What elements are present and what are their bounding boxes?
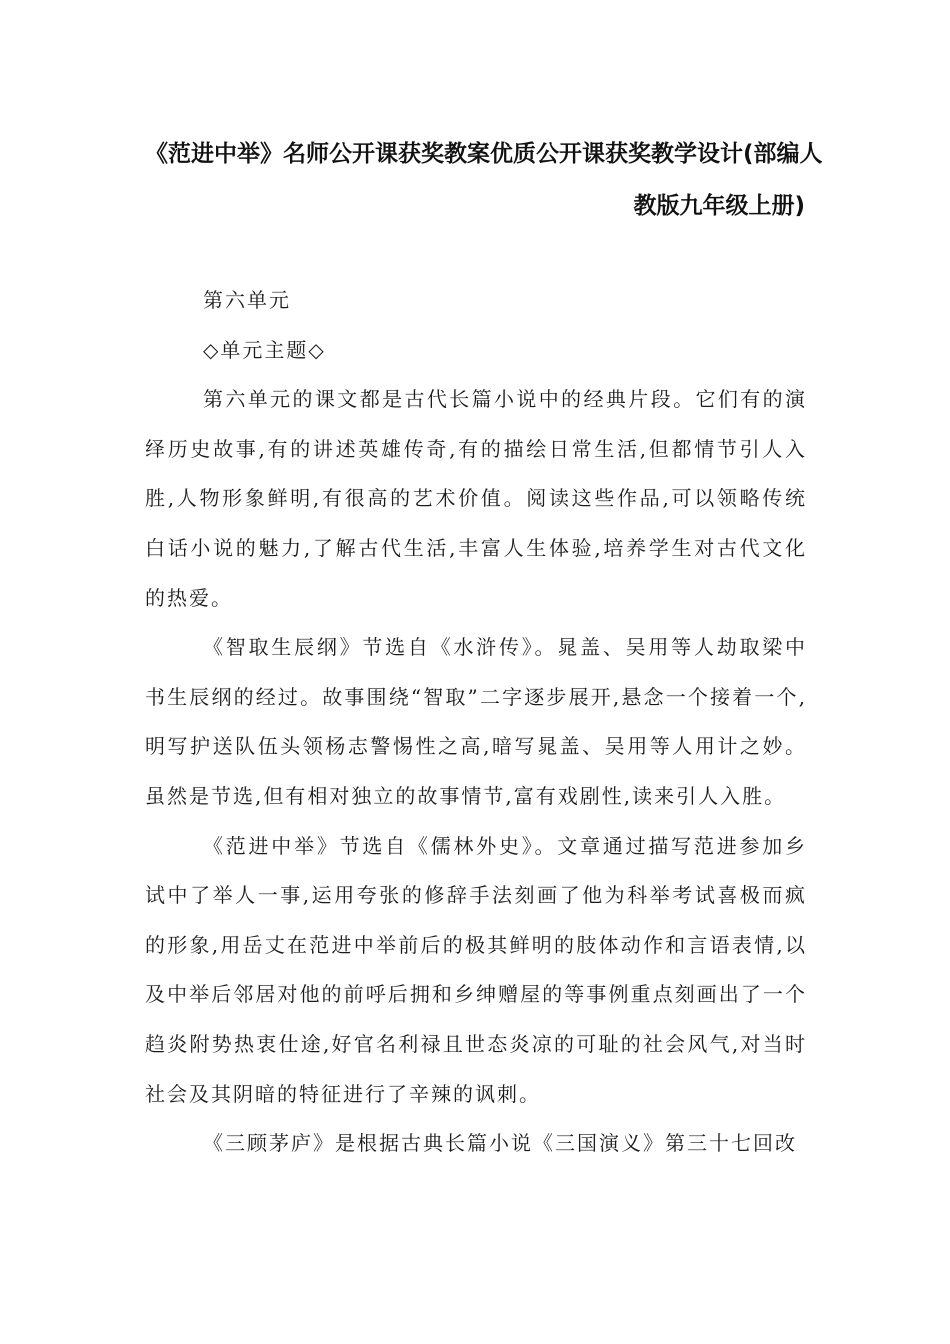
document-title bbox=[145, 128, 823, 232]
unit-heading: 第六单元 bbox=[203, 288, 291, 312]
title-line-2: 教版九年级上册) bbox=[633, 193, 805, 219]
document-body bbox=[145, 276, 807, 1169]
paragraph-fanjin-zhongju: 《范进中举》节选自《儒林外史》。文章通过描写范进参加乡试中了举人一事,运用夸张的修辞手法刻画了他为科举考试喜极而疯的形象,用岳丈在范进中举前后的极其鲜明的肢体动作和言语表情,以及中举后邻居对他的前呼后拥和乡绅赠屋的等事例重点刻画出了一个趋炎附势热衷仕途,好官名利禄且世态炎凉的可耻的社会风气,对当时社会及其阴暗的特征进行了辛辣的讽刺。 bbox=[145, 833, 807, 1106]
paragraph-unit-intro: 第六单元的课文都是古代长篇小说中的经典片段。它们有的演绎历史故事,有的讲述英雄传奇,有的描绘日常生活,但都情节引人入胜,人物形象鲜明,有很高的艺术价值。阅读这些作品,可以领略传统白话小说的魅力,了解古代生活,丰富人生体验,培养学生对古代文化的热爱。 bbox=[145, 387, 807, 610]
unit-theme-heading: ◇单元主题◇ bbox=[203, 337, 326, 362]
paragraph-sangu-maolu: 《三顾茅庐》是根据古典长篇小说《三国演义》第三十七回改 bbox=[203, 1131, 797, 1156]
paragraph-zhiqu-shengchengang: 《智取生辰纲》节选自《水浒传》。晁盖、吴用等人劫取梁中书生辰纲的经过。故事围绕“智取”二字逐步展开,悬念一个接着一个,明写护送队伍头领杨志警惕性之高,暗写晁盖、吴用等人用计之妙。虽然是节选,但有相对独立的故事情节,富有戏剧性,读来引人入胜。 bbox=[145, 635, 807, 808]
title-line-1: 《范进中举》名师公开课获奖教案优质公开课获奖教学设计(部编人 bbox=[145, 141, 823, 167]
